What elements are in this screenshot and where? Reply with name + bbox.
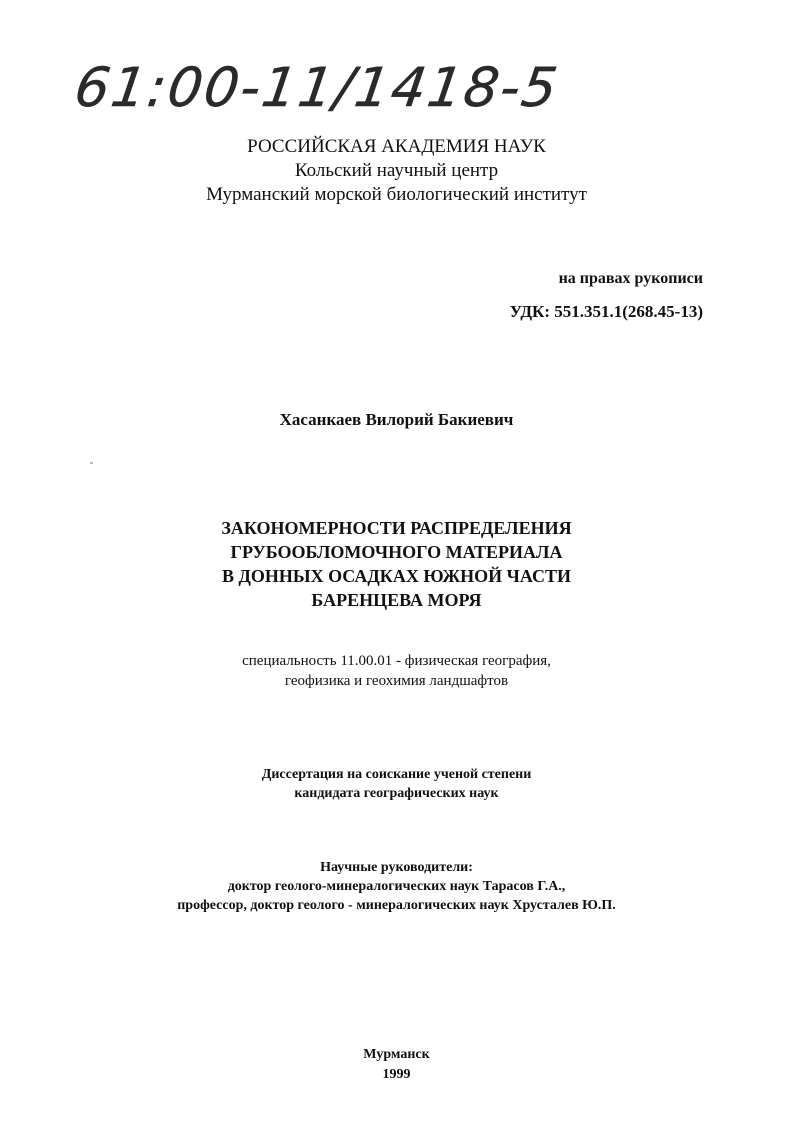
handwritten-archive-number xyxy=(70,40,563,132)
dissertation-title xyxy=(0,516,793,612)
supervisor-first: доктор геолого-минералогических наук Тарасов Г.А., xyxy=(227,879,566,894)
organization-block xyxy=(0,135,793,207)
institute-name: Мурманский морской биологический институт xyxy=(206,184,587,205)
center-name: Кольский научный центр xyxy=(294,160,499,181)
year: 1999 xyxy=(382,1067,411,1082)
supervisors-heading: Научные руководители: xyxy=(320,860,473,875)
scan-speck xyxy=(90,462,93,464)
handwritten-archive-number-text: 61:00-11/1418-5 xyxy=(70,56,563,119)
degree-line: кандидата географических наук xyxy=(294,786,499,801)
city: Мурманск xyxy=(363,1047,430,1062)
supervisor-second: профессор, доктор геолого - минералогических наук Хрусталев Ю.П. xyxy=(177,898,616,913)
place-and-year xyxy=(0,1045,793,1085)
degree-line: Диссертация на соискание ученой степени xyxy=(261,767,532,782)
title-line: В ДОННЫХ ОСАДКАХ ЮЖНОЙ ЧАСТИ xyxy=(222,566,571,586)
specialty xyxy=(0,651,793,691)
specialty-line: геофизика и геохимия ландшафтов xyxy=(284,673,509,689)
author-name: Хасанкаев Вилорий Бакиевич xyxy=(279,410,514,429)
udk-code: УДК: 551.351.1(268.45-13) xyxy=(509,302,703,321)
title-line: БАРЕНЦЕВА МОРЯ xyxy=(311,590,482,610)
title-line: ЗАКОНОМЕРНОСТИ РАСПРЕДЕЛЕНИЯ xyxy=(221,518,572,538)
academy-name: РОССИЙСКАЯ АКАДЕМИЯ НАУК xyxy=(247,136,546,157)
degree-statement xyxy=(0,765,793,803)
manuscript-rights: на правах рукописи xyxy=(558,270,703,287)
specialty-line: специальность 11.00.01 - физическая география, xyxy=(242,653,551,669)
supervisors xyxy=(0,858,793,915)
title-line: ГРУБООБЛОМОЧНОГО МАТЕРИАЛА xyxy=(230,542,563,562)
